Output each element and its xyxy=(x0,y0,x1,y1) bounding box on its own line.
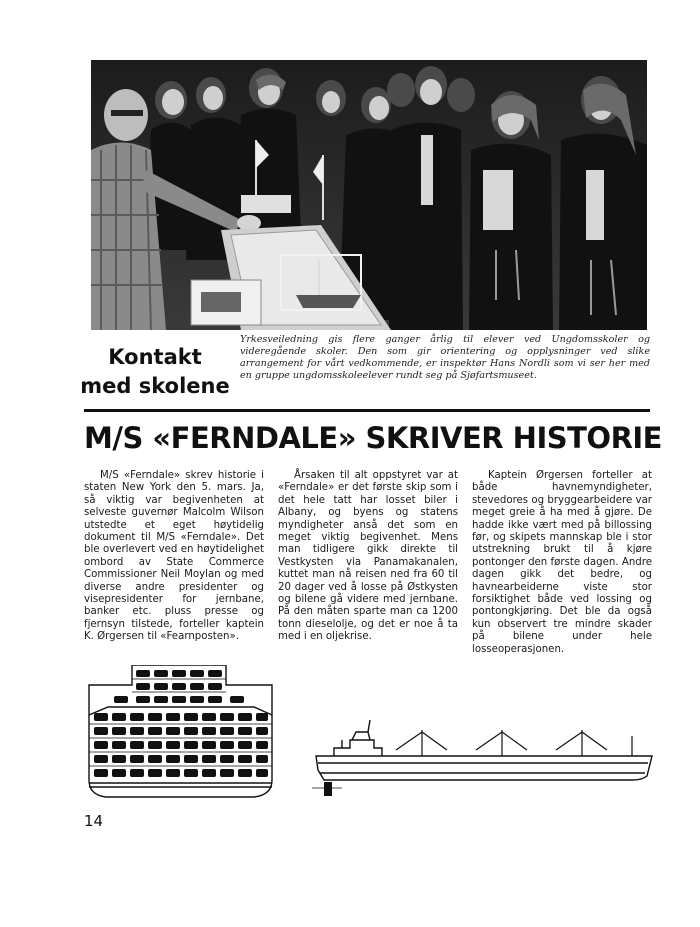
ship-side-profile-diagram xyxy=(312,718,657,798)
column-2-text: Årsaken til alt oppstyret var at «Ferndale» er det første skip som i det hele tatt har losset biler i Albany, og byens og statens myndigheter anså det som en meget viktig begivenhet. Mens man tidligere gikk direkte til Vestkysten via Panamakanalen, kuttet man nå reisen ned fra 60 til 20 dager ved å losse på Østkysten og bilene gå videre med jernbane. På den måten sparte man ca 1200 tonn dieselolje, og det er noe å ta med i en oljekrise. xyxy=(278,470,458,643)
photo-students-at-museum xyxy=(91,60,647,330)
headline-rule xyxy=(84,409,650,412)
article-headline: M/S «FERNDALE» SKRIVER HISTORIE xyxy=(84,421,662,455)
column-3-text: Kaptein Ørgersen forteller at både havnemyndigheter, stevedores og bryggearbeidere var meget greie å ha med å gjøre. De hadde ikke vært med på billossing før, og skipets mannskap ble i stor utstrekning brukt til å kjøre pontonger den første dagen. Andre dagen gikk det bedre, og havnearbeiderne viste stor forsiktighet både ved lossing og pontongkjøring. Det ble da også kun observert tre mindre skader på bilene under hele losseoperasjonen. xyxy=(472,470,652,655)
section-title-line2: med skolene xyxy=(80,374,230,398)
ship-cross-section-diagram xyxy=(84,665,279,800)
page-number: 14 xyxy=(84,812,104,830)
article-column-1 xyxy=(84,470,264,644)
column-1-text: M/S «Ferndale» skrev historie i staten New York den 5. mars. Ja, så viktig var begivenheten at selveste guvernør Malcolm Wilson utstedte et eget høytidelig dokument til M/S «Ferndale». Det ble overlevert ved en høytidelighet ombord av State Commerce Commissioner Neil Moylan og med diverse andre presidenter og visepresidenter for jernbane, banker etc. pluss presse og fjernsyn tilstede, forteller kaptein K. Ørgersen til «Fearnposten». xyxy=(84,470,264,643)
section-title-line1: Kontakt xyxy=(108,345,202,369)
article-column-3 xyxy=(472,470,652,656)
article-column-2 xyxy=(278,470,458,644)
photo-caption: Yrkesveiledning gis flere ganger årlig til elever ved Ungdomsskoler og videregående skoler. Den som gir orientering og opplysninger ved slike arrangement for vårt vedkommende, er inspektør Hans Nordli som vi ser her med en gruppe ungdomsskoleelever rundt seg på Sjøfartsmuseet. xyxy=(240,334,650,381)
section-title xyxy=(80,343,230,401)
